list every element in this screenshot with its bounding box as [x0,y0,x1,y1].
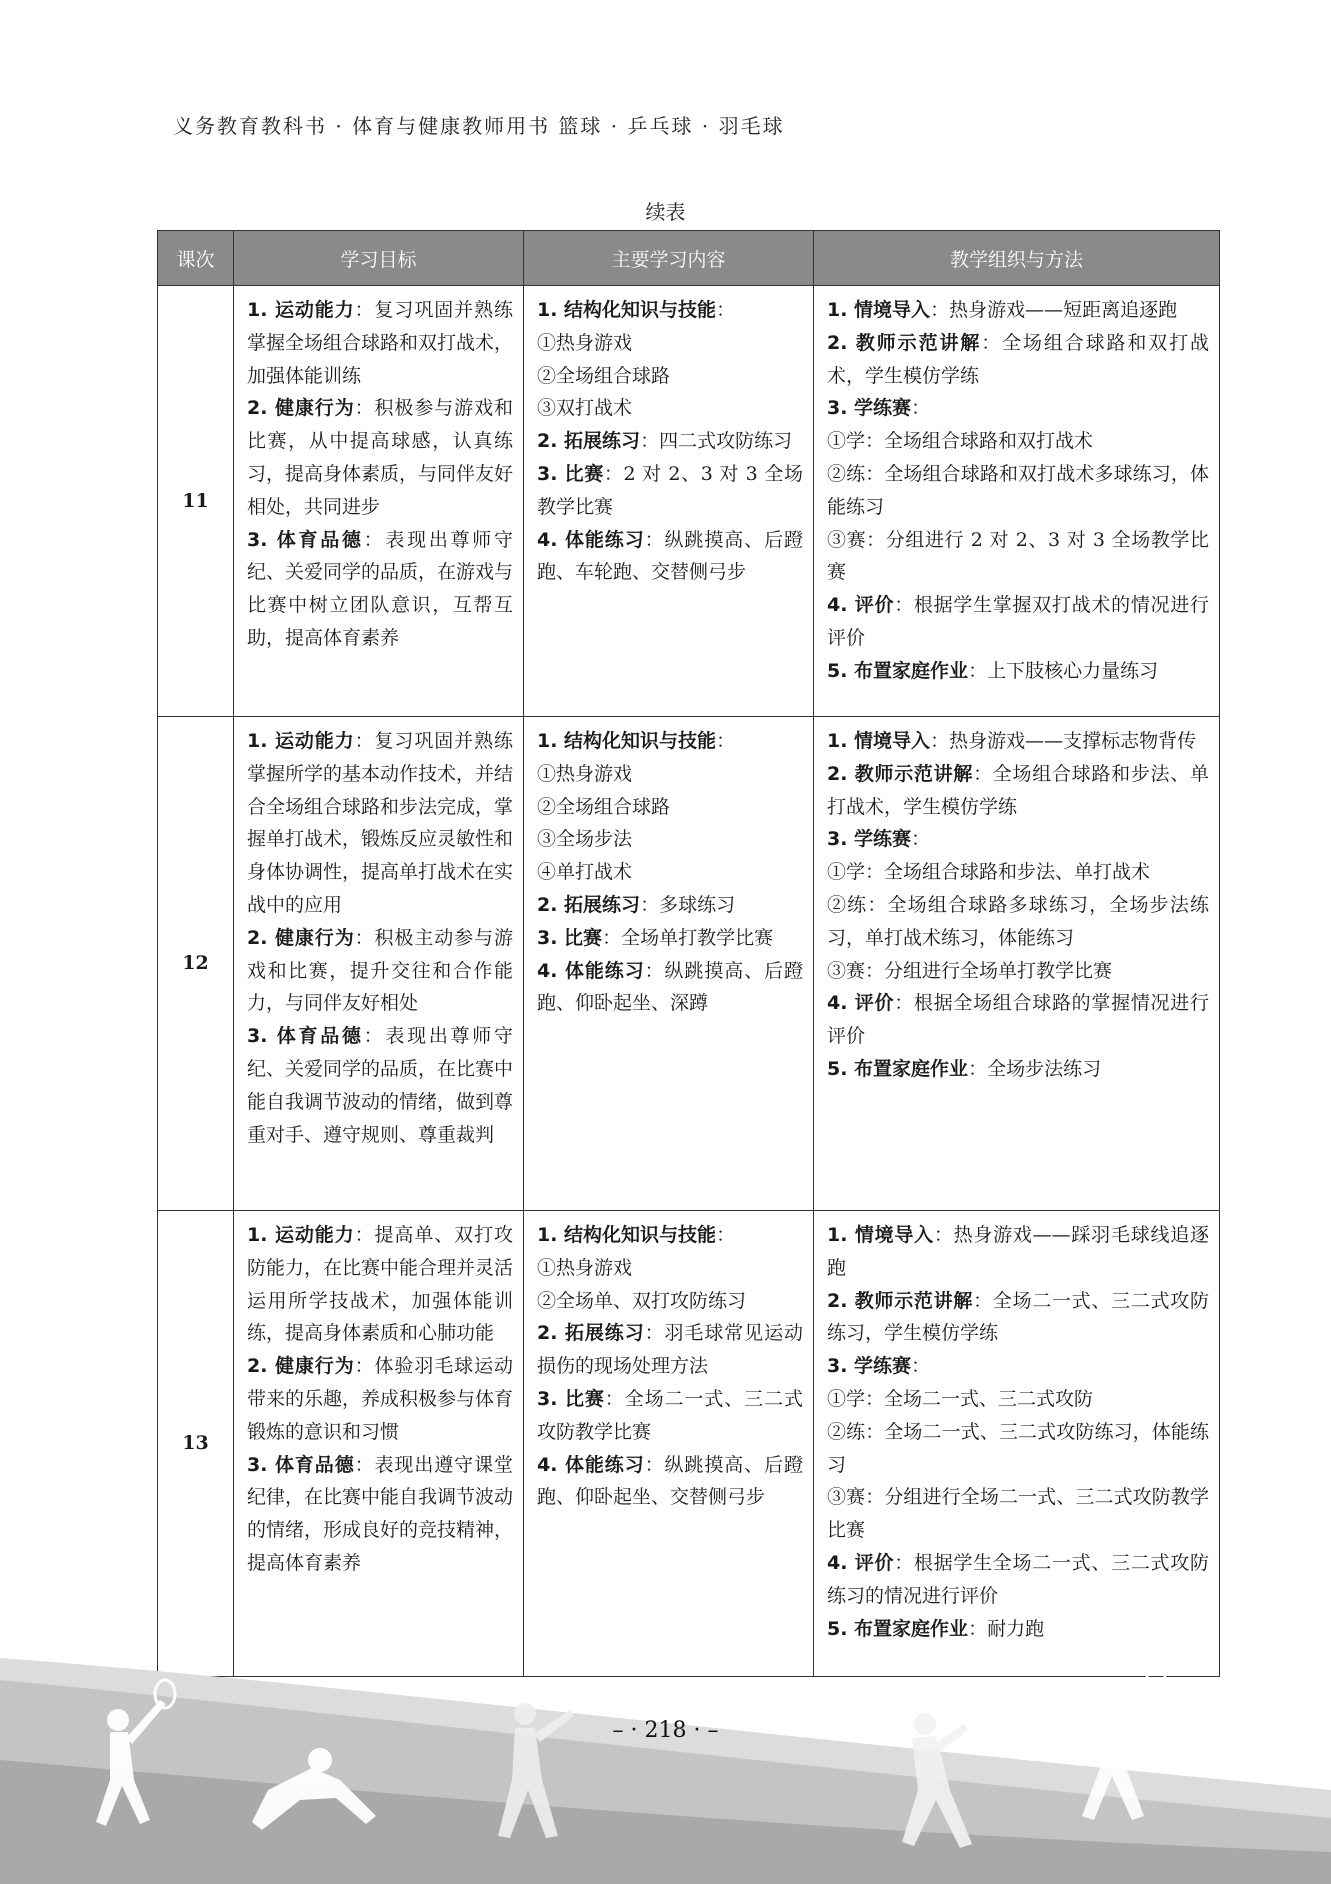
item-text: ③双打战术 [537,397,633,420]
running-head: 义务教育教科书 · 体育与健康教师用书 篮球 · 乒乓球 · 羽毛球 [173,114,785,138]
item-label: 4. 评价 [827,992,895,1015]
cell-line [827,987,1209,1053]
content-cell [524,1211,814,1677]
item-label: 4. 体能练习 [537,959,645,982]
cell-line [827,823,1209,856]
page-number: – · 218 · – [612,1718,719,1743]
item-text: ②练：全场二一式、三二式攻防练习，体能练习 [827,1420,1209,1476]
item-text: ②练：全场组合球路多球练习，全场步法练习，单打战术练习，体能练习 [827,893,1209,949]
item-text: ②全场单、双打攻防练习 [537,1289,747,1312]
cell-line [247,725,513,922]
methods-cell [814,1211,1220,1677]
cell-line [247,524,513,655]
cell-line [537,856,803,889]
item-text: ： [911,1355,931,1378]
item-text: ②全场组合球路 [537,364,671,387]
item-label: 4. 体能练习 [537,1453,645,1476]
cell-line [537,922,803,955]
item-label: 3. 比赛 [537,1387,605,1410]
cell-line [827,725,1209,758]
goals-cell [234,1211,524,1677]
item-text: ①学：全场组合球路和双打战术 [827,430,1094,453]
cell-line [537,1252,803,1285]
item-label: 3. 学练赛 [827,397,912,420]
item-text: ： [911,397,931,420]
item-text: ：复习巩固并熟练掌握所学的基本动作技术，并结合全场组合球路和步法完成，掌握单打战术，锻炼反应灵敏性和身体协调性，提高单打战术在实战中的应用 [247,730,514,916]
content-cell [524,717,814,1211]
item-text: ：提高单、双打攻防能力，在比赛中能合理并灵活运用所学技战术，加强体能训练，提高身体素质和心肺功能 [247,1224,514,1345]
item-text: ：羽毛球常见运动损伤的现场处理方法 [537,1322,803,1378]
item-label: 3. 比赛 [537,926,603,949]
item-text: ③全场步法 [537,828,633,851]
methods-cell [814,286,1220,717]
cell-line [827,458,1209,524]
item-text: ：体验羽毛球运动带来的乐趣，养成积极参与体育锻炼的意识和习惯 [247,1355,514,1443]
column-header-goals: 学习目标 [234,231,524,286]
cell-line [247,922,513,1020]
item-label: 2. 教师示范讲解 [827,1289,974,1312]
cell-line [537,392,803,425]
content-cell [524,286,814,717]
cell-line [827,294,1209,327]
item-text: ②全场组合球路 [537,795,671,818]
item-label: 3. 体育品德 [247,528,364,551]
item-label: 4. 评价 [827,594,895,617]
cell-line [827,1416,1209,1482]
cell-line [827,655,1209,688]
cell-line [537,1317,803,1383]
item-text: ：全场步法练习 [968,1057,1102,1080]
item-text: ：热身游戏——短距离追逐跑 [930,299,1178,321]
item-text: ：根据学生掌握双打战术的情况进行评价 [827,594,1209,649]
cell-line [827,856,1209,889]
item-text: ： [716,299,736,321]
item-label: 5. 布置家庭作业 [827,1057,969,1080]
item-text: ①热身游戏 [537,331,633,354]
cell-line [247,1020,513,1151]
item-label: 2. 拓展练习 [537,1322,645,1345]
item-label: 2. 拓展练习 [537,893,641,916]
item-text: ：表现出尊师守纪、关爱同学的品质，在游戏与比赛中树立团队意识，互帮互助，提高体育素养 [247,528,514,649]
item-text: ：根据学生全场二一式、三二式攻防练习的情况进行评价 [827,1551,1209,1607]
item-text: ：纵跳摸高、后蹬跑、车轮跑、交替侧弓步 [537,528,803,584]
item-text: ：多球练习 [640,893,736,916]
item-label: 3. 体育品德 [247,1025,364,1048]
item-label: 1. 结构化知识与技能 [537,1224,717,1246]
cell-line [827,1383,1209,1416]
item-text: ①热身游戏 [537,762,633,785]
item-text: ：全场二一式、三二式攻防练习，学生模仿学练 [827,1289,1209,1345]
cell-line [537,1285,803,1318]
item-text: ：纵跳摸高、后蹬跑、仰卧起坐、交替侧弓步 [537,1453,803,1509]
cell-line [827,1350,1209,1383]
cell-line [537,1449,803,1515]
lesson-number: 12 [158,717,234,1211]
item-label: 2. 健康行为 [247,926,355,949]
cell-line [537,1219,803,1252]
item-label: 3. 学练赛 [827,828,912,851]
item-text: ：全场二一式、三二式攻防教学比赛 [537,1387,803,1443]
methods-cell [814,717,1220,1211]
cell-line [827,1547,1209,1613]
item-label: 2. 教师示范讲解 [827,331,982,354]
goals-cell [234,717,524,1211]
item-text: ：表现出尊师守纪、关爱同学的品质，在比赛中能自我调节波动的情绪，做到尊重对手、遵守规则、尊重裁判 [247,1025,514,1146]
item-label: 4. 体能练习 [537,528,645,551]
item-label: 2. 健康行为 [247,1355,355,1378]
cell-line [827,392,1209,425]
lesson-number: 13 [158,1211,234,1677]
cell-line [537,791,803,824]
item-label: 1. 情境导入 [827,1224,934,1246]
item-text: ：复习巩固并熟练掌握全场组合球路和双打战术，加强体能训练 [247,299,514,387]
cell-line [827,589,1209,655]
item-label: 3. 比赛 [537,462,604,485]
item-label: 1. 情境导入 [827,730,931,752]
item-text: ：全场组合球路和双打战术，学生模仿学练 [827,331,1209,387]
item-text: ： [716,1224,736,1246]
item-text: ：热身游戏——支撑标志物背传 [930,730,1197,752]
cell-line [827,524,1209,590]
item-text: ：2 对 2、3 对 3 全场教学比赛 [537,462,803,518]
cell-line [537,1383,803,1449]
item-text: ④单打战术 [537,861,633,884]
item-text: ③赛：分组进行全场二一式、三二式攻防教学比赛 [827,1486,1209,1542]
table-header-row [158,231,1220,286]
cell-line [537,458,803,524]
cell-line [827,425,1209,458]
cell-line [537,360,803,393]
cell-line [537,327,803,360]
cell-line [827,1219,1209,1285]
table-caption: 续表 [645,200,686,224]
column-header-content: 主要学习内容 [524,231,814,286]
item-text: ③赛：分组进行全场单打教学比赛 [827,959,1113,982]
cell-line [827,327,1209,393]
item-text: ：积极主动参与游戏和比赛，提升交往和合作能力，与同伴友好相处 [247,926,513,1015]
table-row [158,1211,1220,1677]
item-text: ①学：全场二一式、三二式攻防 [827,1387,1094,1410]
item-text: ：纵跳摸高、后蹬跑、仰卧起坐、深蹲 [537,959,803,1015]
item-label: 5. 布置家庭作业 [827,1617,969,1640]
item-label: 1. 运动能力 [247,299,355,321]
item-label: 1. 运动能力 [247,1224,355,1246]
item-label: 4. 评价 [827,1551,895,1574]
cell-line [537,294,803,327]
cell-line [537,725,803,758]
item-label: 1. 结构化知识与技能 [537,299,717,321]
item-label: 2. 拓展练习 [537,430,641,453]
cell-line [537,425,803,458]
item-text: ：表现出遵守课堂纪律，在比赛中能自我调节波动的情绪，形成良好的竞技精神，提高体育素养 [247,1453,514,1574]
item-label: 3. 学练赛 [827,1355,912,1378]
decorative-footer-band [0,1640,1331,1884]
item-label: 1. 结构化知识与技能 [537,730,717,752]
cell-line [827,955,1209,988]
item-text: ： [911,828,931,851]
lesson-plan-table [157,230,1220,1677]
item-label: 5. 布置家庭作业 [827,659,969,682]
cell-line [537,889,803,922]
item-label: 1. 运动能力 [247,730,355,752]
cell-line [537,758,803,791]
item-text: ：积极参与游戏和比赛，从中提高球感，认真练习，提高身体素质，与同伴友好相处，共同进步 [247,397,514,518]
item-text: ：根据全场组合球路的掌握情况进行评价 [827,992,1209,1048]
cell-line [537,524,803,590]
item-text: ：热身游戏——踩羽毛球线追逐跑 [827,1224,1209,1279]
goals-cell [234,286,524,717]
table-row [158,717,1220,1211]
item-text: ：上下肢核心力量练习 [968,659,1159,682]
item-text: ①学：全场组合球路和步法、单打战术 [827,861,1151,884]
item-text: ：全场单打教学比赛 [602,926,774,949]
table-row [158,286,1220,717]
cell-line [247,1350,513,1448]
lesson-number: 11 [158,286,234,717]
item-text: ②练：全场组合球路和双打战术多球练习，体能练习 [827,462,1209,518]
cell-line [537,823,803,856]
item-text: ：耐力跑 [968,1617,1045,1640]
cell-line [247,1449,513,1580]
cell-line [827,889,1209,955]
item-text: ：全场组合球路和步法、单打战术，学生模仿学练 [827,762,1209,818]
column-header-lesson: 课次 [158,231,234,286]
item-label: 2. 健康行为 [247,397,355,420]
cell-line [827,1481,1209,1547]
item-text: ③赛：分组进行 2 对 2、3 对 3 全场教学比赛 [827,528,1209,584]
cell-line [247,392,513,523]
item-label: 3. 体育品德 [247,1453,355,1476]
cell-line [827,1053,1209,1086]
cell-line [537,955,803,1021]
column-header-methods: 教学组织与方法 [814,231,1220,286]
item-text: ：四二式攻防练习 [640,430,793,453]
item-label: 2. 教师示范讲解 [827,762,974,785]
item-text: ： [716,730,736,752]
item-text: ①热身游戏 [537,1256,633,1279]
item-label: 1. 情境导入 [827,299,931,321]
cell-line [827,1285,1209,1351]
cell-line [247,1219,513,1350]
cell-line [827,758,1209,824]
cell-line [247,294,513,392]
